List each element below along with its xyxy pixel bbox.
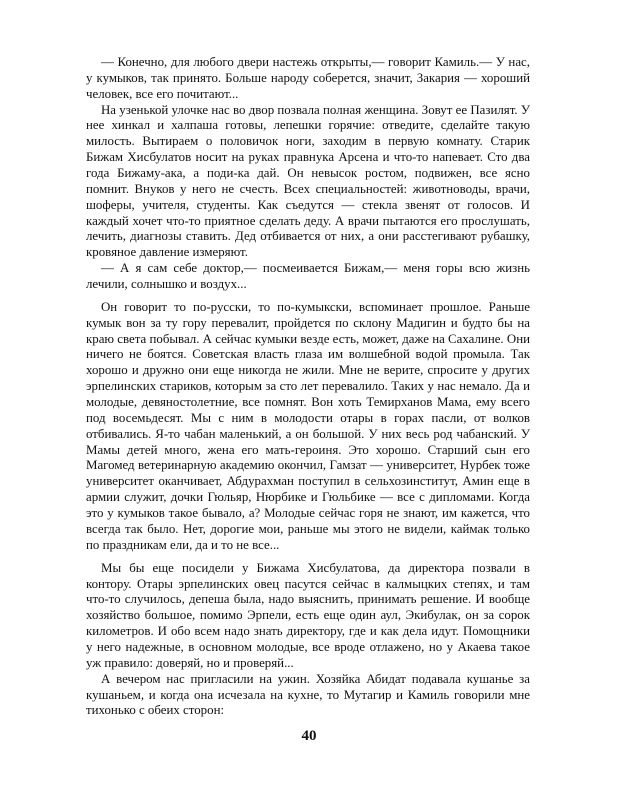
paragraph-1: — Конечно, для любого двери настежь открыты,— говорит Камиль.— У нас, у кумыков, так принято. Больше народу соберется, значит, Закария — хороший человек, все его почитают... [86, 55, 530, 101]
page-number: 40 [301, 728, 317, 744]
paragraph-4: Он говорит то по-русски, то по-кумыкски, вспоминает прошлое. Раньше кумык вон за ту гору перевалит, пройдется по склону Мадигин и будто бы на краю света побывал. А сейчас кумыки везде есть, может, даже на Сахалине. Они ничего не боятся. Советская власть глаза им волшебной водой промыла. Так хорошо и дружно они еще никогда не жили. Мне не верите, спросите у других эрпелинских стариков, которым за сто лет перевалило. Таких у нас немало. Да и молодые, девяностолетние, все помнят. Вон хоть Темирханов Мама, ему всего под восемьдесят. Мы с ним в молодости отары в горах пасли, от волков отбивались. Я-то чабан маленький, а он большой. У них весь род чабанский. У Мамы детей много, жена его мать-героиня. Это хорошо. Старший сын его Магомед ветеринарную академию окончил, Гамзат — университет, Нурбек тоже университет оканчивает, Абдурахман поступил в сельхозинститут, Амин еще в армии служит, дочки Гюльяр, Нюрбике и Гюльбике — все с дипломами. Когда это у кумыков такое бывало, а? Молодые сейчас горя не знают, им кажется, что всегда так было. Нет, дорогие мои, раньше мы этого не видели, каймак только по праздникам ели, да и то не все... [86, 299, 530, 552]
paragraph-3: — А я сам себе доктор,— посмеивается Бижам,— меня горы всю жизнь лечили, солнышко и воздух... [86, 261, 530, 292]
paragraph-5: Мы бы еще посидели у Бижама Хисбулатова, да директора позвали в контору. Отары эрпелинских овец пасутся сейчас в калмыцких степях, и там что-то случилось, депеша была, надо выяснить, принимать решение. И вообще хозяйство большое, помимо Эрпели, есть еще один аул, Экибулак, он за сорок километров. И обо всем надо знать директору, где и как дела идут. Помощники у него надежные, в основном молодые, все вроде отлажено, но у Акаева такое уж правило: доверяй, но и проверяй... [86, 560, 530, 670]
paragraph-spacer [86, 293, 530, 300]
paragraph-spacer [86, 554, 530, 561]
paragraph-2: На узенькой улочке нас во двор позвала полная женщина. Зовут ее Пазилят. У нее хинкал и халпаша готовы, лепешки горячие: отведите, сделайте такую милость. Вытираем о половичок ноги, заходим в первую комнату. Старик Бижам Хисбулатов носит на руках правнука Арсена и что-то напевает. Сто два года Бижаму-ака, а поди-ка дай. Он невысок ростом, подвижен, все ясно помнит. Внуков у него не счесть. Всех специальностей: животноводы, врачи, шоферы, учителя, студенты. Как съедутся — стекла звенят от голосов. И каждый хочет что-то приятное сделать деду. А врачи пытаются его прослушать, лечить, диагнозы ставить. Дед отбивается от них, а они расстегивают рубашку, кровяное давление измеряют. [86, 102, 530, 260]
body-text [86, 55, 530, 719]
paragraph-6: А вечером нас пригласили на ужин. Хозяйка Абидат подавала кушанье за кушаньем, и когда она исчезала на кухне, то Мутагир и Камиль говорили мне тихонько с обеих сторон: [86, 671, 530, 718]
